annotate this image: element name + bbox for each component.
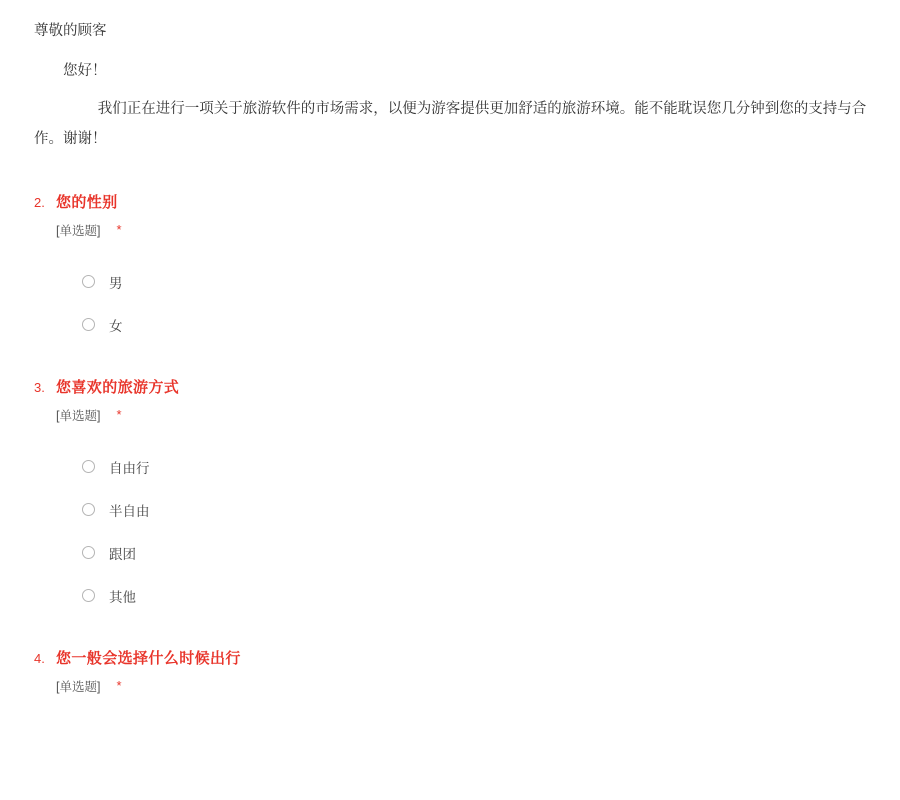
intro-greeting: 您好！ (63, 62, 107, 79)
option-label: 女 (109, 318, 123, 334)
question-index: 4. (34, 650, 45, 666)
required-marker: * (116, 222, 122, 238)
radio-icon[interactable] (82, 589, 95, 602)
question-type-label: [单选题] (56, 223, 101, 238)
radio-icon[interactable] (82, 503, 95, 516)
question-index: 3. (34, 379, 45, 395)
option-item[interactable] (82, 310, 878, 340)
option-label: 其他 (109, 589, 136, 605)
question-index: 2. (34, 194, 45, 210)
required-marker: * (116, 678, 122, 694)
question-title: 您一般会选择什么时候出行 (56, 649, 241, 667)
radio-icon[interactable] (82, 318, 95, 331)
option-list (82, 267, 878, 340)
option-label: 男 (109, 275, 123, 291)
radio-icon[interactable] (82, 460, 95, 473)
option-item[interactable] (82, 538, 878, 568)
question-type-label: [单选题] (56, 408, 101, 423)
option-list (82, 452, 878, 611)
intro-section (34, 18, 878, 155)
required-marker: * (116, 407, 122, 423)
question-block (34, 376, 878, 611)
question-title: 您的性别 (56, 193, 118, 211)
option-label: 半自由 (109, 503, 150, 519)
question-header (34, 376, 878, 397)
option-label: 自由行 (109, 460, 150, 476)
intro-body: 我们正在进行一项关于旅游软件的市场需求，以便为游客提供更加舒适的旅游环境。能不能耽误您几分钟到您的支持与合作。谢谢！ (34, 101, 867, 147)
intro-salutation: 尊敬的顾客 (34, 23, 107, 39)
option-item[interactable] (82, 581, 878, 611)
question-block (34, 191, 878, 340)
question-meta (56, 677, 878, 695)
question-title: 您喜欢的旅游方式 (56, 378, 180, 396)
question-type-label: [单选题] (56, 679, 101, 694)
option-item[interactable] (82, 452, 878, 482)
radio-icon[interactable] (82, 275, 95, 288)
option-item[interactable] (82, 495, 878, 525)
question-meta (56, 406, 878, 424)
option-label: 跟团 (109, 546, 136, 562)
option-item[interactable] (82, 267, 878, 297)
question-header (34, 191, 878, 212)
radio-icon[interactable] (82, 546, 95, 559)
question-header (34, 647, 878, 668)
question-meta (56, 221, 878, 239)
question-block (34, 647, 878, 695)
